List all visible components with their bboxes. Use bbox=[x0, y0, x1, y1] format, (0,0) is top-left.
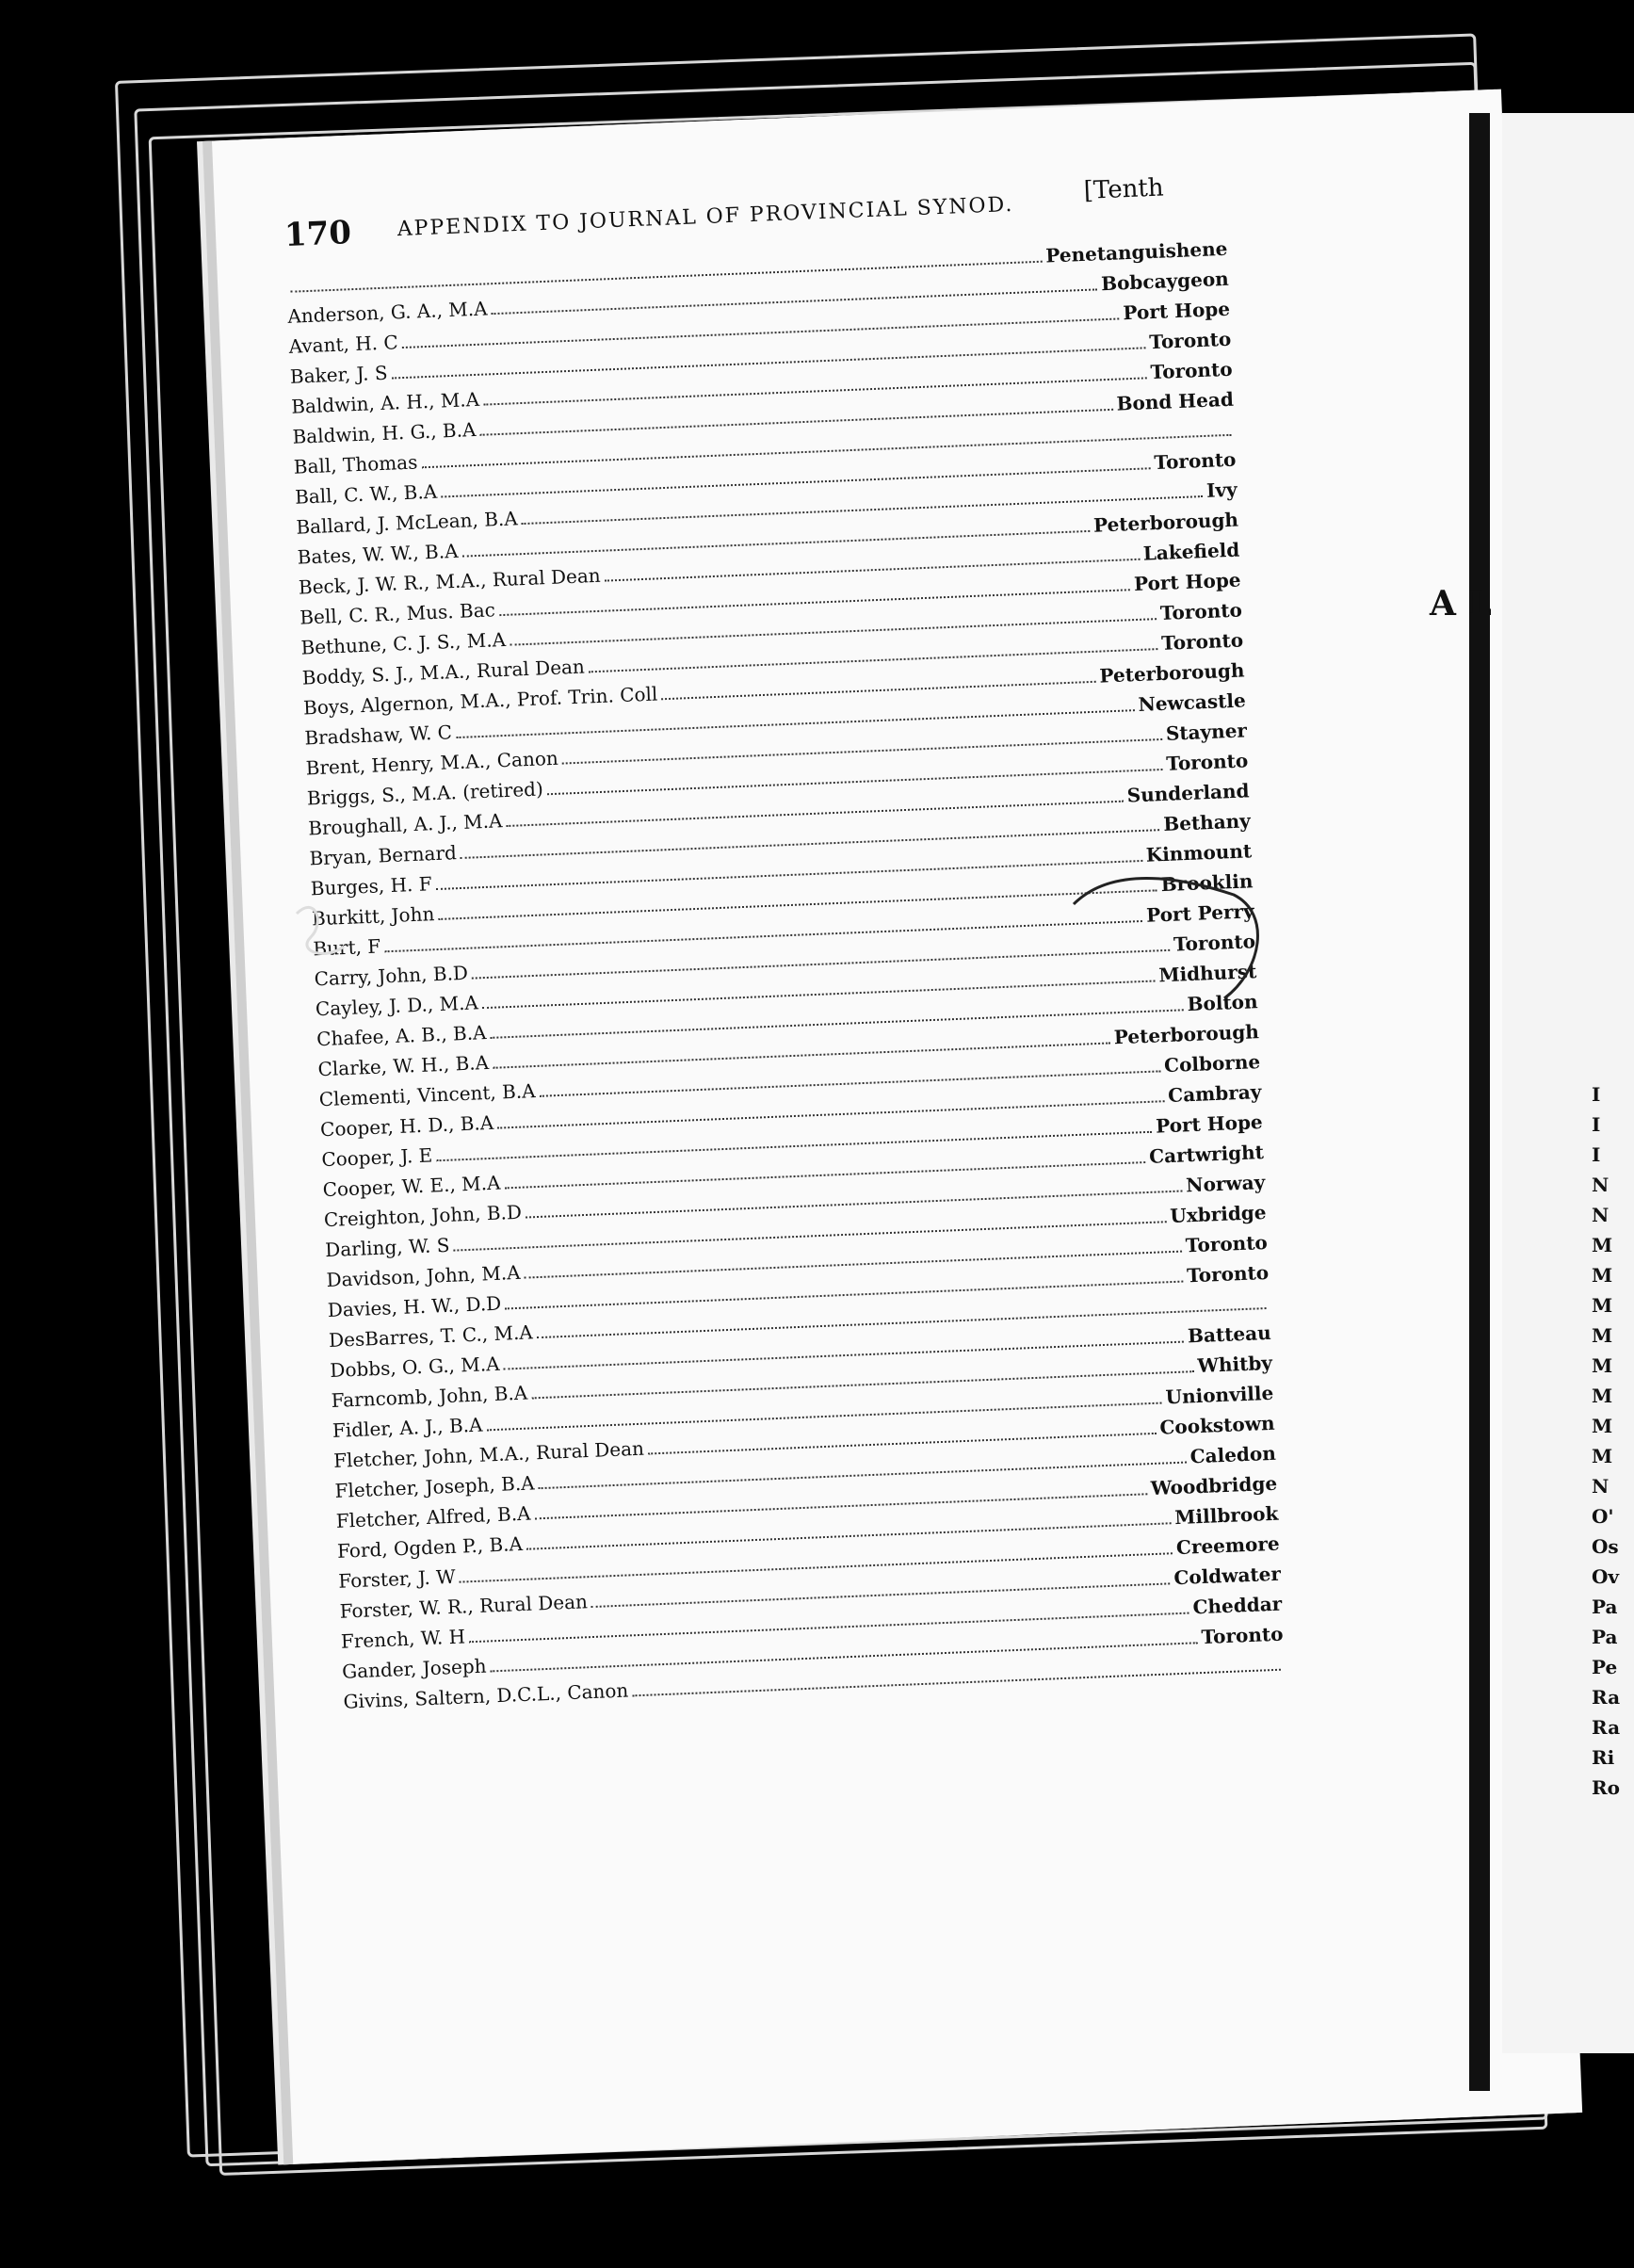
right-page-letter: Ov bbox=[1592, 1565, 1620, 1588]
clergy-name: Ford, Ogden P., B.A bbox=[336, 1531, 524, 1563]
parish-place: Cookstown bbox=[1159, 1411, 1275, 1439]
clergy-name: Farncomb, John, B.A bbox=[331, 1381, 528, 1412]
right-page-letter: O' bbox=[1592, 1505, 1614, 1528]
clergy-name: Boys, Algernon, M.A., Prof. Trin. Coll bbox=[302, 682, 658, 720]
clergy-name: Davies, H. W., D.D bbox=[327, 1291, 502, 1322]
parish-place: Toronto bbox=[1165, 749, 1249, 775]
parish-place: Norway bbox=[1185, 1170, 1266, 1197]
parish-place: Woodbridge bbox=[1150, 1471, 1278, 1500]
parish-place: Toronto bbox=[1186, 1260, 1270, 1288]
clergy-name: Baldwin, H. G., B.A bbox=[292, 417, 477, 448]
clergy-name: Burt, F bbox=[312, 934, 381, 961]
parish-place: Cartwright bbox=[1148, 1141, 1265, 1168]
parish-place: Port Hope bbox=[1133, 568, 1241, 596]
right-page-letter: M bbox=[1592, 1445, 1613, 1467]
right-page-letter: M bbox=[1592, 1324, 1613, 1347]
edition-marker: [Tenth bbox=[1083, 173, 1165, 205]
parish-place: Coldwater bbox=[1173, 1562, 1282, 1590]
parish-place: Batteau bbox=[1187, 1320, 1272, 1348]
clergy-name: Forster, W. R., Rural Dean bbox=[339, 1590, 589, 1623]
parish-place: Toronto bbox=[1154, 447, 1237, 475]
right-page-letter: I bbox=[1592, 1113, 1601, 1136]
right-page-letter: Pa bbox=[1592, 1626, 1618, 1648]
right-page-letter: Ro bbox=[1592, 1776, 1620, 1799]
clergy-name: Cooper, W. E., M.A bbox=[322, 1171, 501, 1202]
clergy-name: Bates, W. W., B.A bbox=[297, 539, 459, 569]
parish-place: Toronto bbox=[1148, 327, 1232, 354]
page-number: 170 bbox=[283, 214, 352, 254]
clergy-name: Bryan, Bernard bbox=[309, 841, 458, 870]
parish-place: Penetanguishene bbox=[1044, 236, 1228, 267]
parish-place: Unionville bbox=[1165, 1381, 1274, 1409]
parish-place: Stayner bbox=[1165, 719, 1248, 745]
right-page-letter: M bbox=[1592, 1234, 1613, 1256]
right-page-letter: Pa bbox=[1592, 1596, 1618, 1618]
clergy-name: Givins, Saltern, D.C.L., Canon bbox=[343, 1678, 629, 1713]
right-page-letter: M bbox=[1592, 1415, 1613, 1437]
parish-place: Toronto bbox=[1185, 1230, 1269, 1257]
clergy-name: Bradshaw, W. C bbox=[303, 721, 453, 750]
right-page-letter: Pe bbox=[1592, 1656, 1618, 1678]
parish-place: Peterborough bbox=[1098, 658, 1245, 688]
parish-place: Bond Head bbox=[1116, 387, 1235, 415]
clergy-name: Baldwin, A. H., M.A bbox=[290, 387, 480, 418]
clergy-name: Dobbs, O. G., M.A bbox=[329, 1352, 500, 1382]
parish-place: Bobcaygeon bbox=[1100, 267, 1230, 296]
parish-place: Toronto bbox=[1159, 598, 1243, 624]
clergy-name: Darling, W. S bbox=[324, 1233, 450, 1262]
clergy-name: Burkitt, John bbox=[311, 902, 435, 931]
clergy-name: Brent, Henry, M.A., Canon bbox=[305, 746, 559, 780]
parish-place: Brooklin bbox=[1160, 869, 1254, 897]
ink-mark bbox=[1055, 867, 1281, 1017]
right-page-letter: M bbox=[1592, 1264, 1613, 1287]
clergy-name: Cooper, H. D., B.A bbox=[319, 1110, 494, 1142]
parish-place: Kinmount bbox=[1145, 839, 1253, 867]
right-page-letter: M bbox=[1592, 1385, 1613, 1407]
clergy-name: Anderson, G. A., M.A bbox=[286, 297, 488, 328]
clergy-name: Beck, J. W. R., M.A., Rural Dean bbox=[298, 563, 602, 599]
clergy-name: Forster, J. W bbox=[337, 1564, 457, 1593]
right-page-letter: Ri bbox=[1592, 1746, 1615, 1769]
right-page-letter: M bbox=[1592, 1354, 1613, 1377]
clergy-name: French, W. H bbox=[340, 1625, 466, 1653]
clergy-name: Davidson, John, M.A bbox=[326, 1260, 522, 1292]
parish-place: Cheddar bbox=[1192, 1592, 1283, 1619]
clergy-name: Ball, C. W., B.A bbox=[294, 479, 438, 509]
clergy-name: Briggs, S., M.A. (retired) bbox=[306, 777, 544, 810]
clergy-name: Bell, C. R., Mus. Bac bbox=[299, 598, 496, 629]
clergy-name: Chafee, A. B., B.A bbox=[315, 1021, 487, 1051]
clergy-name: Clementi, Vincent, B.A bbox=[318, 1079, 537, 1111]
right-page-letter: Os bbox=[1592, 1535, 1619, 1558]
parish-place: Ivy bbox=[1205, 478, 1238, 502]
parish-place: Sunderland bbox=[1126, 779, 1250, 807]
clergy-name: Fidler, A. J., B.A bbox=[332, 1413, 483, 1442]
margin-scribble bbox=[287, 895, 363, 980]
parish-place: Toronto bbox=[1173, 930, 1256, 956]
parish-place: Peterborough bbox=[1092, 508, 1239, 537]
right-page-letter: N bbox=[1592, 1174, 1610, 1196]
right-page-letter: I bbox=[1592, 1143, 1601, 1166]
parish-place: Toronto bbox=[1201, 1622, 1284, 1649]
right-page bbox=[1502, 113, 1634, 2053]
clergy-name: Cooper, J. E bbox=[320, 1143, 433, 1172]
clergy-name: Creighton, John, B.D bbox=[323, 1200, 523, 1232]
parish-place: Whitby bbox=[1197, 1351, 1273, 1378]
clergy-name: Fletcher, Alfred, B.A bbox=[335, 1501, 531, 1532]
right-page-letter: N bbox=[1592, 1204, 1610, 1226]
parish-place: Creemore bbox=[1175, 1531, 1281, 1560]
right-page-letter-column bbox=[1592, 1083, 1621, 1806]
parish-place: Bethany bbox=[1162, 809, 1252, 835]
right-page-letter: M bbox=[1592, 1294, 1613, 1317]
parish-place: Peterborough bbox=[1113, 1020, 1260, 1049]
parish-place: Port Hope bbox=[1123, 297, 1231, 325]
parish-place: Port Perry bbox=[1145, 899, 1255, 927]
parish-place: Toronto bbox=[1160, 628, 1244, 655]
parish-place: Newcastle bbox=[1138, 688, 1247, 716]
clergy-name: Ballard, J. McLean, B.A bbox=[295, 507, 519, 539]
clergy-name: Bethune, C. J. S., M.A bbox=[300, 627, 507, 659]
book-gutter bbox=[1469, 113, 1490, 2091]
parish-place: Midhurst bbox=[1157, 960, 1257, 987]
parish-place: Colborne bbox=[1163, 1050, 1261, 1077]
right-page-letter: N bbox=[1592, 1475, 1610, 1498]
parish-place: Uxbridge bbox=[1169, 1200, 1267, 1228]
clergy-name: DesBarres, T. C., M.A bbox=[328, 1320, 534, 1353]
right-page-letter: I bbox=[1592, 1083, 1601, 1106]
parish-place: Millbrook bbox=[1173, 1501, 1279, 1530]
right-page-heading-fragment: A L bbox=[1430, 584, 1492, 624]
clergy-name: Fletcher, Joseph, B.A bbox=[334, 1471, 536, 1502]
clergy-name: Clarke, W. H., B.A bbox=[317, 1050, 490, 1081]
clergy-name: Broughall, A. J., M.A bbox=[307, 809, 503, 840]
clergy-name: Ball, Thomas bbox=[293, 450, 418, 478]
clergy-name: Avant, H. C bbox=[288, 331, 399, 358]
clergy-name: Gander, Joseph bbox=[341, 1654, 487, 1683]
clergy-name: Cayley, J. D., M.A bbox=[315, 991, 479, 1021]
parish-place: Toronto bbox=[1150, 357, 1233, 384]
clergy-name: Carry, John, B.D bbox=[314, 961, 469, 991]
clergy-name: Boddy, S. J., M.A., Rural Dean bbox=[301, 655, 586, 689]
right-page-letter: Ra bbox=[1592, 1686, 1621, 1709]
parish-place: Bolton bbox=[1187, 990, 1258, 1016]
clergy-name: Burges, H. F bbox=[310, 872, 433, 900]
parish-place: Cambray bbox=[1167, 1080, 1262, 1108]
parish-place: Lakefield bbox=[1142, 538, 1240, 565]
clergy-name: Fletcher, John, M.A., Rural Dean bbox=[332, 1436, 645, 1472]
right-page-letter: Ra bbox=[1592, 1716, 1621, 1739]
clergy-name: Baker, J. S bbox=[289, 361, 388, 388]
parish-place: Port Hope bbox=[1155, 1110, 1264, 1138]
page-title: APPENDIX TO JOURNAL OF PROVINCIAL SYNOD. bbox=[396, 192, 1014, 242]
parish-place: Caledon bbox=[1189, 1441, 1277, 1468]
